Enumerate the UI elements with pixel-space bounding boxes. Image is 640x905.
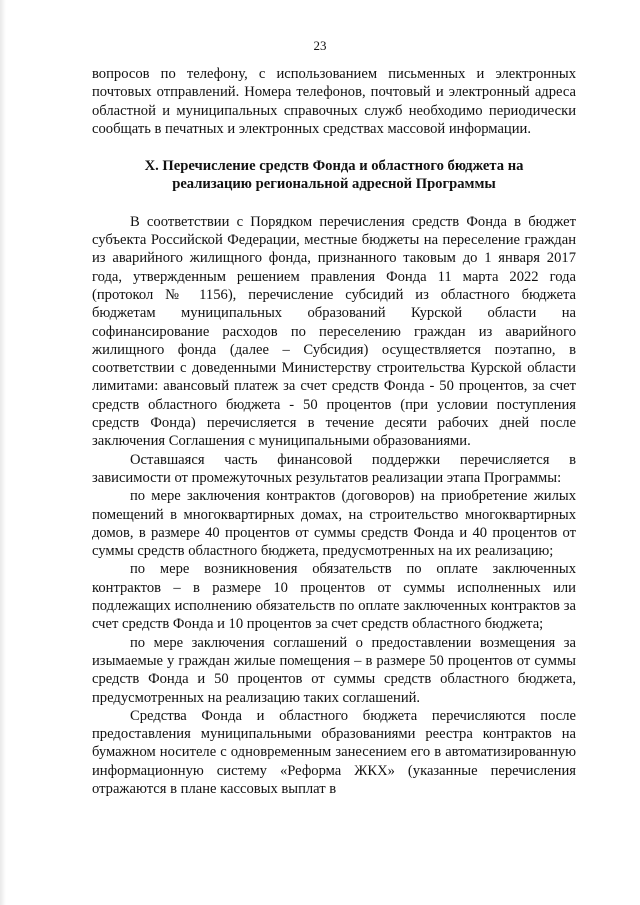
- paragraph-obligations-condition: по мере возникновения обязательств по оплате заключенных контрактов – в размере 10 процентов от суммы исполненных или подлежащих исполнению обязательств по оплате заключенных контрактов за счет средств Фонда и 10 процентов за счет средств областного бюджета;: [92, 561, 576, 633]
- page-number: 23: [313, 38, 327, 53]
- paragraph-contracts-condition: по мере заключения контрактов (договоров) на приобретение жилых помещений в многоквартирных домах, на строительство многоквартирных домов, в размере 40 процентов от суммы средств Фонда и 40 процентов от суммы средств областного бюджета, предусмотренных на их реализацию;: [92, 488, 576, 560]
- intro-paragraph: вопросов по телефону, с использованием письменных и электронных почтовых отправлений. Номера телефонов, почтовый и электронный адреса областной и муниципальных справочных служб необходимо периодически сообщать в печатных и электронных средствах массовой информации.: [92, 66, 576, 137]
- section-heading-line-1: X. Перечисление средств Фонда и областного бюджета на: [144, 158, 524, 175]
- section-heading-line-2: реализацию региональной адресной Программы: [172, 176, 496, 193]
- paragraph-transfer-procedure: В соответствии с Порядком перечисления средств Фонда в бюджет субъекта Российской Федерации, местные бюджеты на переселение граждан из аварийного жилищного фонда, признанного таковым до 1 января 2017 года, утвержденным решением правления Фонда 11 марта 2022 года (протокол № 1156), перечисление субсидий из областного бюджета бюджетам муниципальных образований Курской области на софинансирование расходов по переселению граждан из аварийного жилищного фонда (далее – Субсидия) осуществляется поэтапно, в соответствии с доведенными Министерству строительства Курской области лимитами: авансовый платеж за счет средств Фонда - 50 процентов, за счет средств областного бюджета - 50 процентов (при условии поступления средств Фонда) перечисляется в течение десяти рабочих дней после заключения Соглашения с муниципальными образованиями.: [92, 213, 576, 450]
- scan-edge: [0, 0, 6, 905]
- paragraph-compensation-condition: по мере заключения соглашений о предоставлении возмещения за изымаемые у граждан жилые помещения – в размере 50 процентов от суммы средств Фонда и 50 процентов от суммы средств областного бюджета, предусмотренных на реализацию таких соглашений.: [92, 634, 576, 706]
- document-body: [92, 65, 576, 798]
- paragraph-remaining-support: Оставшаяся часть финансовой поддержки перечисляется в зависимости от промежуточных результатов реализации этапа Программы:: [92, 451, 576, 486]
- paragraph-funds-transfer: Средства Фонда и областного бюджета перечисляются после предоставления муниципальными образованиями реестра контрактов на бумажном носителе с одновременным занесением его в автоматизированную информационную систему «Реформа ЖКХ» (указанные перечисления отражаются в плане кассовых выплат в: [92, 707, 576, 797]
- section-heading: [92, 157, 576, 194]
